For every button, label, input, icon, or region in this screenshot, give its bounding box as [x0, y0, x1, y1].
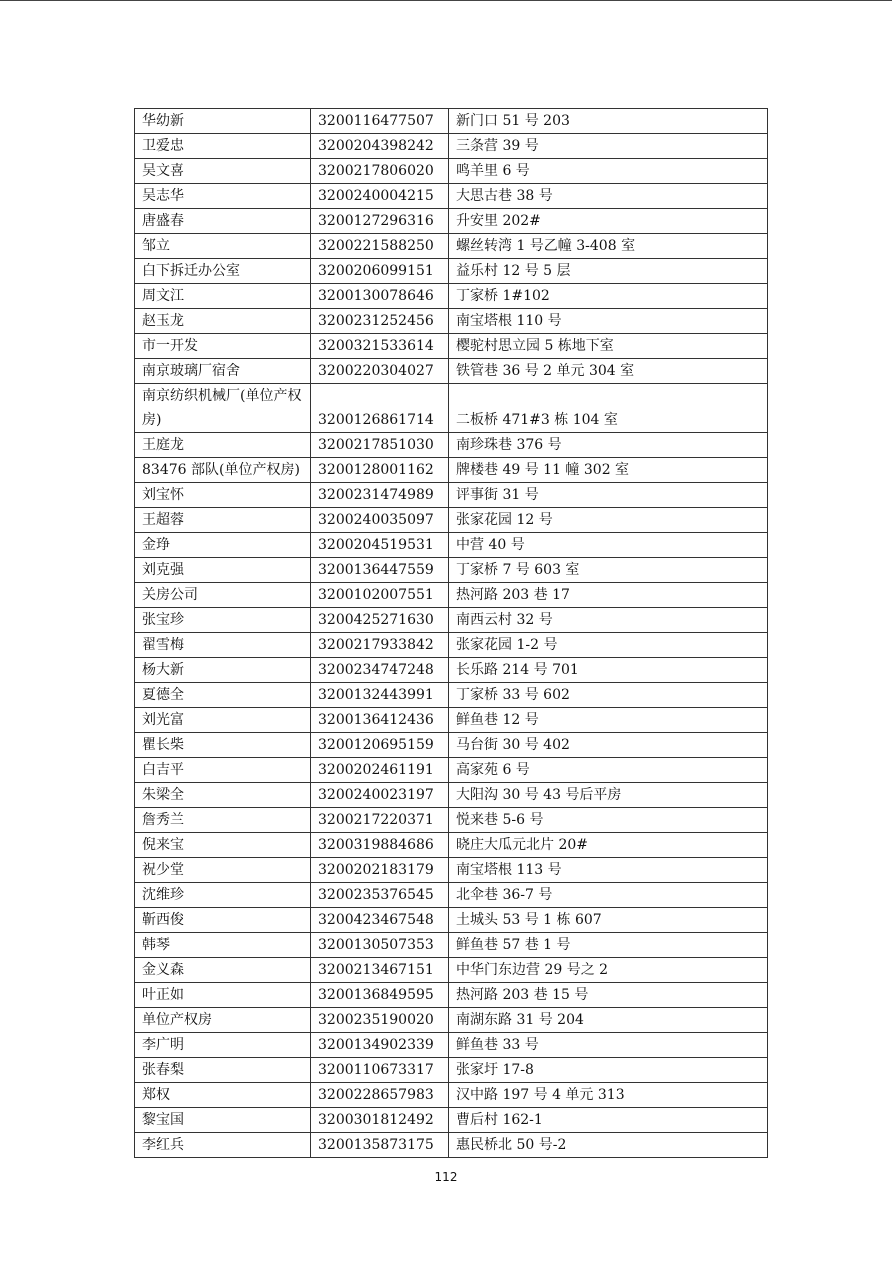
id-cell: 3200202183179: [311, 858, 449, 883]
name-cell: 白吉平: [135, 758, 311, 783]
address-cell: 南湖东路 31 号 204: [449, 1008, 768, 1033]
name-cell: 金琤: [135, 533, 311, 558]
table-row: [135, 1033, 768, 1058]
table-row: [135, 708, 768, 733]
id-cell: 3200425271630: [311, 608, 449, 633]
name-cell: 南京纺织机械厂(单位产权房): [135, 384, 311, 433]
table-row: [135, 483, 768, 508]
id-cell: 3200228657983: [311, 1083, 449, 1108]
id-cell: 3200231252456: [311, 309, 449, 334]
name-cell: 王庭龙: [135, 433, 311, 458]
address-cell: 南珍珠巷 376 号: [449, 433, 768, 458]
id-cell: 3200136447559: [311, 558, 449, 583]
name-cell: 邹立: [135, 234, 311, 259]
table-row: [135, 433, 768, 458]
table-row: [135, 234, 768, 259]
id-cell: 3200231474989: [311, 483, 449, 508]
table-row: [135, 808, 768, 833]
table-row: [135, 583, 768, 608]
address-cell: 鲜鱼巷 33 号: [449, 1033, 768, 1058]
name-cell: 杨大新: [135, 658, 311, 683]
table-row: [135, 783, 768, 808]
address-cell: 土城头 53 号 1 栋 607: [449, 908, 768, 933]
address-cell: 丁家桥 1#102: [449, 284, 768, 309]
id-cell: 3200235376545: [311, 883, 449, 908]
table-row: [135, 1108, 768, 1133]
table-row: [135, 309, 768, 334]
name-cell: 叶正如: [135, 983, 311, 1008]
address-cell: 北伞巷 36-7 号: [449, 883, 768, 908]
property-record-table: [134, 108, 768, 1158]
address-cell: 牌楼巷 49 号 11 幢 302 室: [449, 458, 768, 483]
table-row: [135, 184, 768, 209]
name-cell: 祝少堂: [135, 858, 311, 883]
id-cell: 3200130078646: [311, 284, 449, 309]
address-cell: 益乐村 12 号 5 层: [449, 259, 768, 284]
table-row: [135, 1058, 768, 1083]
id-cell: 3200240023197: [311, 783, 449, 808]
address-cell: 汉中路 197 号 4 单元 313: [449, 1083, 768, 1108]
id-cell: 3200301812492: [311, 1108, 449, 1133]
table-row: [135, 109, 768, 134]
name-cell: 白下拆迁办公室: [135, 259, 311, 284]
id-cell: 3200120695159: [311, 733, 449, 758]
id-cell: 3200423467548: [311, 908, 449, 933]
address-cell: 晓庄大瓜元北片 20#: [449, 833, 768, 858]
address-cell: 热河路 203 巷 15 号: [449, 983, 768, 1008]
id-cell: 3200217933842: [311, 633, 449, 658]
address-cell: 南宝塔根 110 号: [449, 309, 768, 334]
address-cell: 三条营 39 号: [449, 134, 768, 159]
name-cell: 张宝珍: [135, 608, 311, 633]
address-cell: 惠民桥北 50 号-2: [449, 1133, 768, 1158]
address-cell: 张家花园 12 号: [449, 508, 768, 533]
id-cell: 3200217220371: [311, 808, 449, 833]
name-cell: 王超蓉: [135, 508, 311, 533]
id-cell: 3200127296316: [311, 209, 449, 234]
address-cell: 大阳沟 30 号 43 号后平房: [449, 783, 768, 808]
name-cell: 卫爱忠: [135, 134, 311, 159]
id-cell: 3200132443991: [311, 683, 449, 708]
name-cell: 华幼新: [135, 109, 311, 134]
address-cell: 丁家桥 33 号 602: [449, 683, 768, 708]
name-cell: 郑权: [135, 1083, 311, 1108]
table-row: [135, 883, 768, 908]
id-cell: 3200206099151: [311, 259, 449, 284]
address-cell: 丁家桥 7 号 603 室: [449, 558, 768, 583]
address-cell: 南西云村 32 号: [449, 608, 768, 633]
table-row: [135, 958, 768, 983]
id-cell: 3200130507353: [311, 933, 449, 958]
address-cell: 中营 40 号: [449, 533, 768, 558]
top-border-line: [0, 0, 892, 1]
table-row: [135, 1083, 768, 1108]
name-cell: 周文江: [135, 284, 311, 309]
id-cell: 3200240035097: [311, 508, 449, 533]
name-cell: 李红兵: [135, 1133, 311, 1158]
id-cell: 3200220304027: [311, 359, 449, 384]
table-row: [135, 683, 768, 708]
name-cell: 倪来宝: [135, 833, 311, 858]
id-cell: 3200234747248: [311, 658, 449, 683]
id-cell: 3200202461191: [311, 758, 449, 783]
table-row: [135, 908, 768, 933]
id-cell: 3200135873175: [311, 1133, 449, 1158]
address-cell: 螺丝转湾 1 号乙幢 3-408 室: [449, 234, 768, 259]
address-cell: 升安里 202#: [449, 209, 768, 234]
id-cell: 3200221588250: [311, 234, 449, 259]
name-cell: 沈维珍: [135, 883, 311, 908]
page-number: 112: [434, 1170, 458, 1184]
address-cell: 二板桥 471#3 栋 104 室: [449, 384, 768, 433]
name-cell: 黎宝国: [135, 1108, 311, 1133]
table-row: [135, 384, 768, 433]
table-row: [135, 733, 768, 758]
id-cell: 3200321533614: [311, 334, 449, 359]
id-cell: 3200128001162: [311, 458, 449, 483]
name-cell: 靳西俊: [135, 908, 311, 933]
table-row: [135, 558, 768, 583]
name-cell: 瞿长柴: [135, 733, 311, 758]
table-row: [135, 134, 768, 159]
id-cell: 3200136849595: [311, 983, 449, 1008]
name-cell: 南京玻璃厂宿舍: [135, 359, 311, 384]
id-cell: 3200319884686: [311, 833, 449, 858]
name-cell: 市一开发: [135, 334, 311, 359]
id-cell: 3200240004215: [311, 184, 449, 209]
table-row: [135, 983, 768, 1008]
address-cell: 铁管巷 36 号 2 单元 304 室: [449, 359, 768, 384]
table-row: [135, 159, 768, 184]
name-cell: 张春梨: [135, 1058, 311, 1083]
table-row: [135, 1008, 768, 1033]
id-cell: 3200116477507: [311, 109, 449, 134]
name-cell: 韩琴: [135, 933, 311, 958]
name-cell: 关房公司: [135, 583, 311, 608]
address-cell: 鲜鱼巷 57 巷 1 号: [449, 933, 768, 958]
address-cell: 新门口 51 号 203: [449, 109, 768, 134]
address-cell: 大思古巷 38 号: [449, 184, 768, 209]
name-cell: 单位产权房: [135, 1008, 311, 1033]
id-cell: 3200204398242: [311, 134, 449, 159]
id-cell: 3200102007551: [311, 583, 449, 608]
address-cell: 曹后村 162-1: [449, 1108, 768, 1133]
table-row: [135, 833, 768, 858]
name-cell: 吴文喜: [135, 159, 311, 184]
table-row: [135, 633, 768, 658]
id-cell: 3200213467151: [311, 958, 449, 983]
table-row: [135, 1133, 768, 1158]
address-cell: 马台街 30 号 402: [449, 733, 768, 758]
table-row: [135, 608, 768, 633]
address-cell: 长乐路 214 号 701: [449, 658, 768, 683]
id-cell: 3200134902339: [311, 1033, 449, 1058]
table-row: [135, 533, 768, 558]
address-cell: 评事街 31 号: [449, 483, 768, 508]
address-cell: 悦来巷 5-6 号: [449, 808, 768, 833]
name-cell: 李广明: [135, 1033, 311, 1058]
address-cell: 高家苑 6 号: [449, 758, 768, 783]
name-cell: 83476 部队(单位产权房): [135, 458, 311, 483]
name-cell: 刘克强: [135, 558, 311, 583]
id-cell: 3200217806020: [311, 159, 449, 184]
table-row: [135, 209, 768, 234]
id-cell: 3200126861714: [311, 384, 449, 433]
address-cell: 热河路 203 巷 17: [449, 583, 768, 608]
table-row: [135, 458, 768, 483]
id-cell: 3200217851030: [311, 433, 449, 458]
name-cell: 吴志华: [135, 184, 311, 209]
address-cell: 张家圩 17-8: [449, 1058, 768, 1083]
name-cell: 唐盛春: [135, 209, 311, 234]
table-row: [135, 758, 768, 783]
address-cell: 中华门东边营 29 号之 2: [449, 958, 768, 983]
name-cell: 夏德全: [135, 683, 311, 708]
name-cell: 刘宝怀: [135, 483, 311, 508]
table-row: [135, 933, 768, 958]
table-row: [135, 259, 768, 284]
name-cell: 翟雪梅: [135, 633, 311, 658]
address-cell: 鲜鱼巷 12 号: [449, 708, 768, 733]
table-row: [135, 658, 768, 683]
name-cell: 赵玉龙: [135, 309, 311, 334]
address-cell: 南宝塔根 113 号: [449, 858, 768, 883]
table-body: [135, 109, 768, 1158]
name-cell: 刘光富: [135, 708, 311, 733]
id-cell: 3200136412436: [311, 708, 449, 733]
table-row: [135, 334, 768, 359]
table-row: [135, 284, 768, 309]
name-cell: 金义森: [135, 958, 311, 983]
table-row: [135, 858, 768, 883]
table-row: [135, 508, 768, 533]
id-cell: 3200110673317: [311, 1058, 449, 1083]
address-cell: 鸣羊里 6 号: [449, 159, 768, 184]
address-cell: 张家花园 1-2 号: [449, 633, 768, 658]
id-cell: 3200204519531: [311, 533, 449, 558]
name-cell: 朱梁全: [135, 783, 311, 808]
address-cell: 樱驼村思立园 5 栋地下室: [449, 334, 768, 359]
id-cell: 3200235190020: [311, 1008, 449, 1033]
table-row: [135, 359, 768, 384]
name-cell: 詹秀兰: [135, 808, 311, 833]
